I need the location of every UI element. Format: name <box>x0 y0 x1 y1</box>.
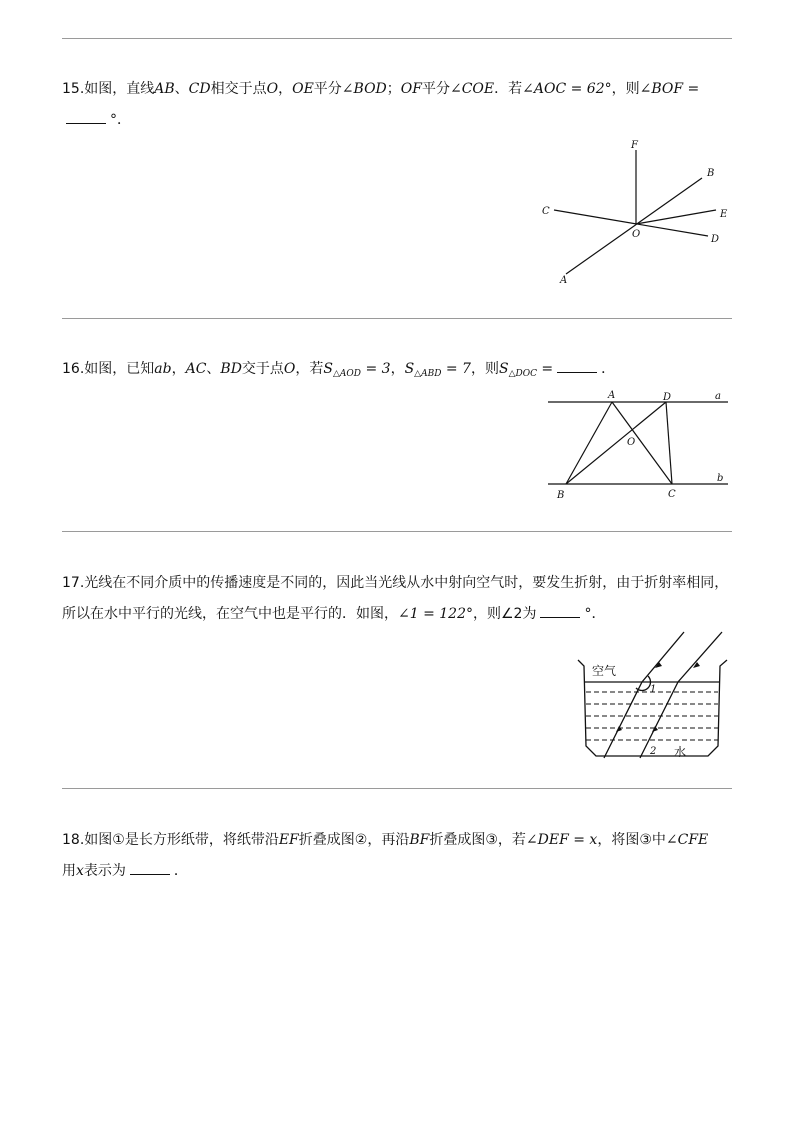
separator-17-18 <box>62 788 732 789</box>
q16-text: 16.如图，已知ab，AC、BD交于点O，若$S_{\triangle AOD} = 3$，$S_{\triangle ABD} = 7$，则$S_{\triangle DOC}$ = ． <box>62 361 616 379</box>
q16-seg-dc <box>666 402 672 484</box>
q16-number: 16. <box>62 361 85 377</box>
q15-answer-line: °． <box>62 110 131 130</box>
q15-label-b: B <box>707 168 715 179</box>
q18-text-line1: 18.如图①是长方形纸带，将纸带沿EF折叠成图②，再沿BF折叠成图③，若∠DEF = x，将图③中∠CFE <box>62 832 709 848</box>
q15-label-c: C <box>542 206 550 217</box>
q15-line-cd <box>554 210 708 236</box>
q16-seg-ab <box>566 402 612 484</box>
q16-label-a-pt: A <box>608 390 616 401</box>
q15-label-a: A <box>560 275 568 286</box>
q17-label-angle-1: 1 <box>650 684 657 695</box>
q17-answer-blank[interactable] <box>540 605 580 618</box>
q16-seg-ac <box>612 402 672 484</box>
q16-label-b-pt: B <box>557 490 565 501</box>
q18-text-line2: 用x表示为 ． <box>62 863 188 879</box>
q15-figure <box>530 138 740 288</box>
q16-label-d: D <box>663 392 672 403</box>
q15-number: 15. <box>62 81 85 97</box>
q16-label-line-a: a <box>715 391 721 402</box>
q15-answer-blank[interactable] <box>66 111 106 124</box>
q15-line-oe <box>636 210 716 224</box>
q17-figure <box>572 626 732 762</box>
q17-label-water: 水 <box>674 745 687 759</box>
separator-16-17 <box>62 531 732 532</box>
q15-line-ab <box>566 178 702 274</box>
q16-label-o: O <box>627 437 636 448</box>
q16-label-c: C <box>668 489 676 500</box>
q17-text-line2: 所以在水中平行的光线，在空气中也是平行的．如图，∠1 = 122°，则∠2为 °． <box>62 606 606 622</box>
q16-seg-bd <box>566 402 666 484</box>
q16-label-line-b: b <box>717 473 724 484</box>
q15-label-o: O <box>632 229 641 240</box>
q15-text: 15.如图，直线AB、CD相交于点O，OE平分∠BOD；OF平分∠COE．若∠AOC = 62°，则∠BOF = <box>62 81 700 97</box>
q17-text-line1: 17.光线在不同介质中的传播速度是不同的，因此当光线从水中射向空气时，要发生折射，由于折射率相同， <box>62 575 729 591</box>
q16-figure <box>540 388 740 503</box>
q17-label-air: 空气 <box>592 664 617 678</box>
separator-15-16 <box>62 318 732 319</box>
q18-answer-blank[interactable] <box>130 862 170 875</box>
q17-label-angle-2: 2 <box>650 746 657 757</box>
q16-answer-blank[interactable] <box>557 360 597 373</box>
q15-label-d: D <box>711 234 720 245</box>
q15-label-e: E <box>720 209 728 220</box>
separator-top <box>62 38 732 39</box>
q17-ray-2 <box>640 632 722 758</box>
q15-label-f: F <box>631 140 638 151</box>
